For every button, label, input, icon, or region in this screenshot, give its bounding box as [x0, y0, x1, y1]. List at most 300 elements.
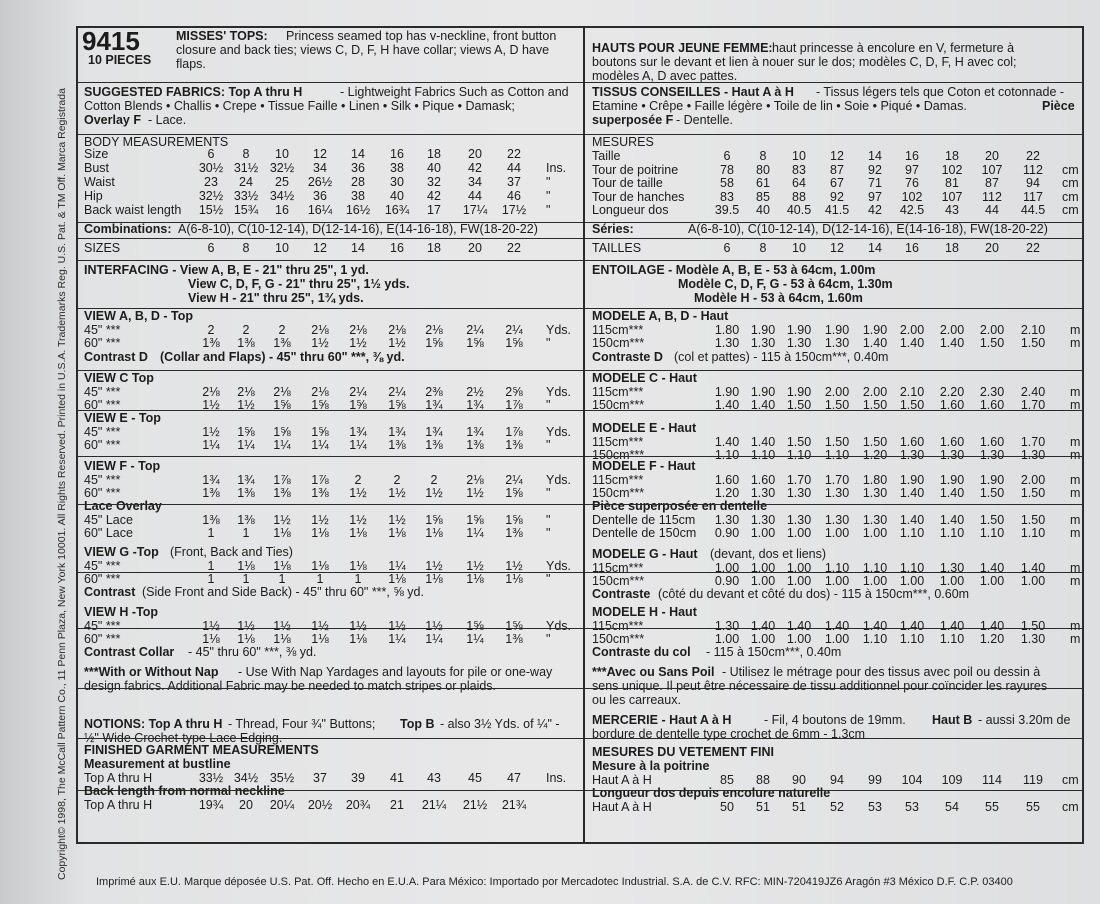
- yardage-row-value: 1.60: [750, 473, 776, 487]
- finished-row-value: 53: [868, 800, 882, 814]
- yardage-row-value: 1.40: [714, 435, 740, 449]
- finished-row-value: 35½: [269, 771, 295, 785]
- entoilage-line: Modèle C, D, F, G - 53 à 64cm, 1.30m: [678, 277, 893, 291]
- row-divider: [78, 410, 1082, 411]
- yardage-row-unit: Yds.: [546, 323, 572, 337]
- yardage-row-value: 1.00: [786, 574, 812, 588]
- mesures-row-value: 44.5: [1020, 203, 1046, 217]
- body-row-value: 42: [468, 161, 482, 175]
- mesures-row-unit: cm: [1062, 176, 1079, 190]
- body-row-value: 32½: [269, 161, 295, 175]
- view-title-detail: (Front, Back and Ties): [170, 545, 293, 559]
- yardage-row-value: 1.30: [786, 513, 812, 527]
- taille-header: 6: [723, 241, 731, 255]
- yardage-row-value: 1.70: [824, 473, 850, 487]
- yardage-row-value: 1⅜: [237, 486, 255, 500]
- mesures-row-value: 92: [830, 189, 844, 204]
- body-row-value: 38: [390, 161, 404, 175]
- yardage-row-value: 1⅛: [349, 526, 367, 540]
- yardage-row-value: 1.40: [750, 435, 776, 449]
- yardage-row-value: 1.60: [939, 435, 965, 449]
- mesures-row-label: Taille: [592, 149, 621, 163]
- yardage-row-value: 1¼: [425, 632, 443, 646]
- yardage-row-value: 1.00: [824, 632, 850, 646]
- row-divider: [78, 790, 1082, 791]
- yardage-row-unit: m: [1070, 385, 1081, 399]
- yardage-row-value: 2¼: [388, 385, 406, 399]
- yardage-row-value: 1.30: [899, 448, 925, 462]
- mesures-row-value: 71: [868, 176, 882, 190]
- yardage-row-value: 1¼: [202, 438, 220, 452]
- yardage-row-label: 150cm***: [592, 486, 645, 500]
- mesures-row-value: 67: [830, 176, 844, 190]
- yardage-row-value: 1¼: [349, 438, 367, 452]
- row-divider: [78, 688, 1082, 689]
- entoilage-line: ENTOILAGE - Modèle A, B, E - 53 à 64cm, 1.00m: [592, 263, 876, 277]
- lace-overlay-title: Pièce superposée en dentelle: [592, 499, 768, 513]
- yardage-row-value: 1.10: [939, 526, 965, 540]
- yardage-row-value: 1.10: [824, 448, 850, 462]
- yardage-row-value: 1½: [388, 336, 406, 350]
- yardage-row-unit: m: [1070, 473, 1081, 487]
- yardage-row-value: 1.60: [899, 435, 925, 449]
- title-text: modèles A, D avec pattes.: [592, 69, 738, 83]
- notions-text: - aussi 3.20m de: [978, 713, 1071, 727]
- combinations-label: Combinations:: [84, 222, 172, 236]
- row-divider: [78, 222, 1082, 223]
- body-row-label: Size: [84, 147, 109, 161]
- body-row-value: 33½: [233, 189, 259, 203]
- yardage-row-value: 2⅛: [349, 323, 367, 337]
- yardage-row-value: 1⅜: [202, 513, 220, 527]
- yardage-row-unit: m: [1070, 486, 1081, 500]
- nap-text: design fabrics. Additional Fabric may be needed to match stripes or plaids.: [84, 679, 497, 693]
- fabrics-heading: TISSUS CONSEILLES - Haut A à H: [592, 85, 794, 99]
- nap-text: - Utilisez le métrage pour des tissus avec poil ou dessin à: [722, 665, 1041, 679]
- yardage-row-value: 1½: [349, 513, 367, 527]
- yardage-row-value: 1.00: [786, 561, 812, 575]
- yardage-row-unit: m: [1070, 574, 1081, 588]
- yardage-row-value: 1.40: [786, 619, 812, 633]
- yardage-row-label: 60" ***: [84, 398, 121, 412]
- body-row-value: 17½: [501, 203, 527, 217]
- body-row-unit: ": [546, 175, 551, 189]
- yardage-row-value: 1⅛: [273, 632, 291, 646]
- yardage-row-value: 1.00: [824, 526, 850, 540]
- size-header: 18: [427, 241, 441, 255]
- yardage-row-unit: m: [1070, 323, 1081, 337]
- yardage-row-value: 2.30: [979, 385, 1005, 399]
- yardage-row-value: 1.70: [1020, 398, 1046, 412]
- yardage-row-value: 1: [354, 572, 362, 586]
- yardage-row-value: 1.30: [786, 486, 812, 500]
- contrast-text: (Collar and Flaps) - 45" thru 60" ***, ⅜ yd.: [160, 350, 405, 364]
- body-row-value: 28: [351, 175, 365, 189]
- row-divider: [78, 134, 1082, 135]
- yardage-row-value: 1: [242, 526, 250, 540]
- yardage-row-value: 1⅜: [273, 486, 291, 500]
- yardage-row-value: 1.90: [824, 323, 850, 337]
- yardage-row-value: 1.00: [939, 574, 965, 588]
- body-row-value: 16: [390, 147, 404, 161]
- yardage-row-value: 1.00: [750, 561, 776, 575]
- title-text: closure and back ties; views C, D, F, H have collar; views A, D have: [176, 43, 550, 57]
- yardage-row-value: 1.50: [824, 435, 850, 449]
- yardage-row-value: 1⅛: [466, 572, 484, 586]
- finished-row-value: 43: [427, 771, 441, 785]
- yardage-row-value: 1.40: [939, 513, 965, 527]
- yardage-row-label: 115cm***: [592, 323, 644, 337]
- yardage-row-value: 2.00: [899, 323, 925, 337]
- yardage-row-value: 1¼: [388, 559, 406, 573]
- nap-heading: ***With or Without Nap: [84, 665, 219, 679]
- finished-row-value: 53: [905, 800, 919, 814]
- body-row-label: Bust: [84, 161, 110, 175]
- yardage-row-value: 1.70: [1020, 435, 1046, 449]
- finished-row-value: 45: [468, 771, 482, 785]
- body-row-value: 32: [427, 175, 441, 189]
- body-row-value: 16¾: [384, 203, 410, 217]
- view-title: VIEW G -Top: [84, 545, 159, 559]
- mesures-row-value: 85: [756, 189, 770, 204]
- mesures-row-value: 80: [756, 162, 770, 177]
- yardage-row-value: 1.00: [786, 632, 812, 646]
- yardage-row-value: 1.40: [1020, 561, 1046, 575]
- yardage-row-value: 1.10: [862, 632, 888, 646]
- mesures-row-value: 107: [981, 162, 1003, 177]
- yardage-row-value: 1½: [466, 559, 484, 573]
- view-title: MODELE E - Haut: [592, 421, 697, 435]
- yardage-row-value: 2⅛: [425, 323, 443, 337]
- yardage-row-unit: m: [1070, 619, 1081, 633]
- row-divider: [78, 370, 1082, 371]
- finished-row-value: 55: [1026, 800, 1040, 814]
- title-bold: MISSES' TOPS:: [176, 29, 268, 43]
- yardage-row-value: 2.00: [862, 385, 888, 399]
- body-row-value: 16: [275, 203, 289, 217]
- finished-row-unit: cm: [1062, 800, 1079, 814]
- taille-header: 20: [985, 241, 999, 255]
- body-row-value: 40: [427, 161, 441, 175]
- yardage-row-value: 1⅛: [425, 526, 443, 540]
- yardage-row-value: 0.90: [714, 526, 740, 540]
- yardage-row-value: 1⅛: [349, 632, 367, 646]
- yardage-row-value: 1: [207, 526, 215, 540]
- yardage-row-label: 45" Lace: [84, 513, 133, 527]
- finished-row-value: 20: [239, 798, 253, 812]
- finished-row-label: Top A thru H: [84, 771, 153, 785]
- yardage-row-value: 1.30: [750, 486, 776, 500]
- yardage-row-value: 1.50: [862, 398, 888, 412]
- sizes-label: SIZES: [84, 241, 121, 255]
- mesures-row-value: 22: [1026, 149, 1040, 163]
- contrast-text: (Side Front and Side Back) - 45" thru 60" ***, ⅝ yd.: [142, 585, 424, 599]
- series-label: Séries:: [592, 222, 634, 236]
- yardage-row-label: 45" ***: [84, 559, 121, 573]
- yardage-row-value: 1½: [388, 486, 406, 500]
- yardage-row-unit: ": [546, 526, 551, 540]
- yardage-row-label: 60" ***: [84, 572, 121, 586]
- yardage-row-value: 2⅛: [466, 473, 484, 487]
- finished-row-value: 50: [720, 800, 734, 814]
- yardage-row-value: 1.30: [979, 448, 1005, 462]
- yardage-row-value: 1⅞: [273, 473, 291, 487]
- yardage-row-value: 1¼: [388, 632, 406, 646]
- yardage-row-value: 1.40: [899, 619, 925, 633]
- yardage-row-value: 2¼: [505, 473, 523, 487]
- taille-header: 14: [868, 241, 882, 255]
- yardage-row-value: 1.20: [979, 632, 1005, 646]
- yardage-row-value: 1⅝: [505, 619, 523, 633]
- yardage-row-value: 2: [242, 323, 250, 337]
- yardage-row-value: 1½: [349, 486, 367, 500]
- yardage-row-value: 1.00: [750, 632, 776, 646]
- finished-row-value: 90: [792, 773, 806, 787]
- yardage-row-value: 1½: [237, 619, 255, 633]
- mesures-row-value: 8: [759, 149, 767, 163]
- body-row-unit: ": [546, 203, 551, 217]
- yardage-row-value: 1⅜: [505, 438, 523, 452]
- yardage-row-value: 1¾: [202, 473, 220, 487]
- mesures-row-value: 81: [945, 176, 959, 190]
- yardage-row-unit: ": [546, 572, 551, 586]
- yardage-row-label: 60" ***: [84, 438, 121, 452]
- series-text: A(6-8-10), C(10-12-14), D(12-14-16), E(14-16-18), FW(18-20-22): [688, 222, 1048, 236]
- yardage-row-unit: Yds.: [546, 385, 572, 399]
- contrast-text: (col et pattes) - 115 à 150cm***, 0.40m: [674, 350, 889, 364]
- body-row-value: 14: [351, 147, 365, 161]
- tailles-label: TAILLES: [592, 241, 642, 255]
- yardage-row-value: 1½: [466, 486, 484, 500]
- yardage-row-value: 1¼: [237, 438, 255, 452]
- yardage-row-unit: Yds.: [546, 619, 572, 633]
- yardage-row-value: 2.40: [1020, 385, 1046, 399]
- yardage-row-label: 60" ***: [84, 486, 121, 500]
- interfacing-line: View C, D, F, G - 21" thru 25", 1½ yds.: [188, 277, 410, 291]
- body-row-value: 24: [239, 175, 253, 189]
- yardage-row-value: 2¼: [505, 323, 523, 337]
- yardage-row-value: 2⅝: [505, 385, 523, 399]
- yardage-row-value: 2: [278, 323, 286, 337]
- yardage-row-value: 1.30: [714, 513, 740, 527]
- finished-row-unit: Ins.: [546, 771, 567, 785]
- fabrics-text: - Lightweight Fabrics Such as Cotton and: [340, 85, 569, 99]
- yardage-row-value: 1⅝: [273, 425, 291, 439]
- yardage-row-value: 1.90: [939, 473, 965, 487]
- yardage-row-unit: m: [1070, 336, 1081, 350]
- yardage-row-value: 1.30: [750, 336, 776, 350]
- finished-row-value: 54: [945, 800, 959, 814]
- yardage-row-value: 2.20: [939, 385, 965, 399]
- contrast-label: Contrast: [84, 585, 136, 599]
- yardage-row-value: 1.00: [979, 574, 1005, 588]
- title-bold: HAUTS POUR JEUNE FEMME:: [592, 41, 773, 55]
- yardage-row-value: 1½: [425, 486, 443, 500]
- body-row-value: 38: [351, 189, 365, 203]
- taille-header: 18: [945, 241, 959, 255]
- view-title: MODELE G - Haut: [592, 547, 698, 561]
- finished-row-value: 114: [982, 773, 1002, 787]
- yardage-row-value: 2.10: [1020, 323, 1046, 337]
- yardage-row-value: 1.90: [862, 323, 888, 337]
- body-measurements-title: BODY MEASUREMENTS: [84, 135, 229, 149]
- yardage-row-label: 150cm***: [592, 574, 645, 588]
- body-row-value: 37: [507, 175, 521, 189]
- mesures-row-value: 42.5: [899, 203, 925, 217]
- yardage-row-value: 1⅛: [388, 572, 406, 586]
- body-row-value: 16½: [345, 203, 371, 217]
- taille-header: 16: [905, 241, 919, 255]
- yardage-row-label: 150cm***: [592, 398, 645, 412]
- mesures-row-value: 87: [830, 162, 844, 177]
- mesures-row-unit: cm: [1062, 203, 1079, 217]
- finished-subtitle: Back length from normal neckline: [84, 784, 285, 798]
- yardage-row-value: 1.40: [899, 336, 925, 350]
- yardage-row-unit: Yds.: [546, 559, 572, 573]
- yardage-row-value: 2⅛: [311, 385, 329, 399]
- yardage-row-label: 45" ***: [84, 619, 121, 633]
- yardage-row-value: 1.40: [939, 486, 965, 500]
- yardage-row-unit: ": [546, 438, 551, 452]
- mesures-row-unit: cm: [1062, 162, 1079, 177]
- yardage-row-value: 1⅝: [273, 398, 291, 412]
- yardage-row-value: 1.30: [714, 336, 740, 350]
- yardage-row-value: 1¼: [466, 632, 484, 646]
- yardage-row-value: 1⅞: [505, 425, 523, 439]
- body-row-value: 36: [313, 189, 327, 203]
- yardage-row-value: 1⅝: [311, 425, 329, 439]
- yardage-row-value: 1¾: [466, 425, 484, 439]
- yardage-row-label: 115cm***: [592, 619, 644, 633]
- yardage-row-value: 2: [430, 473, 438, 487]
- row-divider: [78, 628, 1082, 629]
- finished-row-value: 109: [941, 773, 963, 787]
- mesures-row-value: 40.5: [786, 203, 812, 217]
- yardage-row-unit: ": [546, 398, 551, 412]
- yardage-row-value: 1.60: [979, 398, 1005, 412]
- yardage-row-value: 1½: [349, 336, 367, 350]
- yardage-row-value: 1¾: [388, 425, 406, 439]
- fabrics-overlay: superposée F: [592, 113, 674, 127]
- yardage-row-value: 1½: [202, 425, 220, 439]
- mesures-row-value: 78: [720, 162, 734, 177]
- yardage-row-value: 2.00: [1020, 473, 1046, 487]
- size-header: 20: [468, 241, 482, 255]
- body-row-label: Waist: [84, 175, 115, 189]
- yardage-row-value: 1⅝: [388, 398, 406, 412]
- yardage-row-value: 1⅞: [311, 473, 329, 487]
- yardage-row-value: 2.10: [899, 385, 925, 399]
- yardage-row-value: 1.50: [786, 435, 812, 449]
- body-row-value: 18: [427, 147, 441, 161]
- yardage-row-value: 2⅛: [311, 323, 329, 337]
- view-title: VIEW H -Top: [84, 605, 159, 619]
- yardage-row-value: 1⅛: [425, 572, 443, 586]
- yardage-row-label: Dentelle de 115cm: [592, 513, 696, 527]
- mesures-row-value: 64: [792, 176, 806, 190]
- yardage-row-value: 1.50: [862, 435, 888, 449]
- finished-row-value: 41: [390, 771, 404, 785]
- yardage-row-value: 1.60: [979, 435, 1005, 449]
- yardage-row-value: 1.00: [714, 632, 740, 646]
- mesures-row-value: 83: [720, 189, 734, 204]
- combinations-text: A(6-8-10), C(10-12-14), D(12-14-16), E(14-16-18), FW(18-20-22): [178, 222, 538, 236]
- mesures-row-label: Tour de taille: [592, 176, 663, 190]
- mesures-row-value: 10: [792, 149, 806, 163]
- mesures-row-value: 117: [1023, 189, 1043, 204]
- yardage-row-value: 1.00: [714, 561, 740, 575]
- size-header: 12: [313, 241, 327, 255]
- nap-text: ou les carreaux.: [592, 693, 681, 707]
- yardage-row-value: 1.10: [899, 526, 925, 540]
- yardage-row-value: 1⅝: [466, 619, 484, 633]
- mesures-row-value: 39.5: [714, 203, 740, 217]
- yardage-row-value: 1.10: [899, 561, 925, 575]
- yardage-row-unit: ": [546, 513, 551, 527]
- yardage-row-value: 1.90: [786, 385, 812, 399]
- mesures-row-value: 40: [756, 203, 770, 217]
- finished-row-unit: cm: [1062, 773, 1079, 787]
- body-row-value: 12: [313, 147, 327, 161]
- mesures-row-value: 112: [1023, 162, 1043, 177]
- notions-text: bordure de dentelle type crochet de 6mm - 1.3cm: [592, 727, 866, 741]
- row-divider: [78, 260, 1082, 261]
- yardage-row-value: 1.50: [1020, 619, 1046, 633]
- yardage-row-unit: Yds.: [546, 473, 572, 487]
- yardage-row-label: 60" Lace: [84, 526, 133, 540]
- body-row-unit: ": [546, 189, 551, 203]
- column-divider: [583, 28, 585, 842]
- yardage-row-value: 1.50: [786, 398, 812, 412]
- yardage-row-value: 1⅜: [466, 438, 484, 452]
- size-header: 16: [390, 241, 404, 255]
- body-row-value: 17¼: [462, 203, 488, 217]
- row-divider: [78, 504, 1082, 505]
- yardage-row-value: 1⅜: [505, 526, 523, 540]
- mesures-row-value: 97: [868, 189, 882, 204]
- yardage-row-value: 1⅝: [237, 425, 255, 439]
- row-divider: [78, 572, 1082, 573]
- yardage-row-label: Dentelle de 150cm: [592, 526, 697, 540]
- interfacing-line: View H - 21" thru 25", 1¾ yds.: [188, 291, 364, 305]
- yardage-row-unit: m: [1070, 526, 1081, 540]
- row-divider: [78, 456, 1082, 457]
- finished-row-value: 55: [985, 800, 999, 814]
- body-row-value: 17: [427, 203, 441, 217]
- yardage-row-value: 1.30: [824, 486, 850, 500]
- notions-text: ½" Wide Crochet-type Lace Edging.: [84, 731, 283, 745]
- size-header: 10: [275, 241, 289, 255]
- yardage-row-value: 2⅛: [273, 385, 291, 399]
- yardage-row-value: 1⅝: [505, 513, 523, 527]
- body-row-value: 25: [275, 175, 289, 189]
- vertical-copyright-margin: Copyright© 1998, The McCall Pattern Co., 11 Penn Plaza, New York 10001. All Rights Reserved. Printed in U.S.A. Trademarks Reg. U.S. Pat. & TM Off. Marca Registrada: [56, 88, 68, 880]
- finished-row-value: 39: [351, 771, 365, 785]
- yardage-row-label: 115cm***: [592, 473, 644, 487]
- yardage-row-value: 1⅞: [505, 398, 523, 412]
- yardage-row-value: 1.30: [862, 486, 888, 500]
- title-text: Princess seamed top has v-neckline, front button: [286, 29, 557, 43]
- yardage-row-value: 1.00: [750, 574, 776, 588]
- mesures-row-label: Tour de hanches: [592, 189, 685, 204]
- import-notice: Imprimé aux E.U. Marque déposée U.S. Pat. Off. Hecho en E.U.A. Para México: Importado por Mercadotec Industrial. S.A. de C.V. RFC: MIN-720419JZ6 Aragón #3 México D.F. C.P. 03400: [96, 876, 1013, 888]
- contrast-text: - 45" thru 60" ***, ⅜ yd.: [188, 645, 317, 659]
- pattern-number: 9415: [82, 26, 140, 56]
- nap-text: - Use With Nap Yardages and layouts for pile or one-way: [238, 665, 553, 679]
- taille-header: 10: [792, 241, 806, 255]
- yardage-row-label: 150cm***: [592, 632, 645, 646]
- yardage-row-value: 2⅛: [237, 385, 255, 399]
